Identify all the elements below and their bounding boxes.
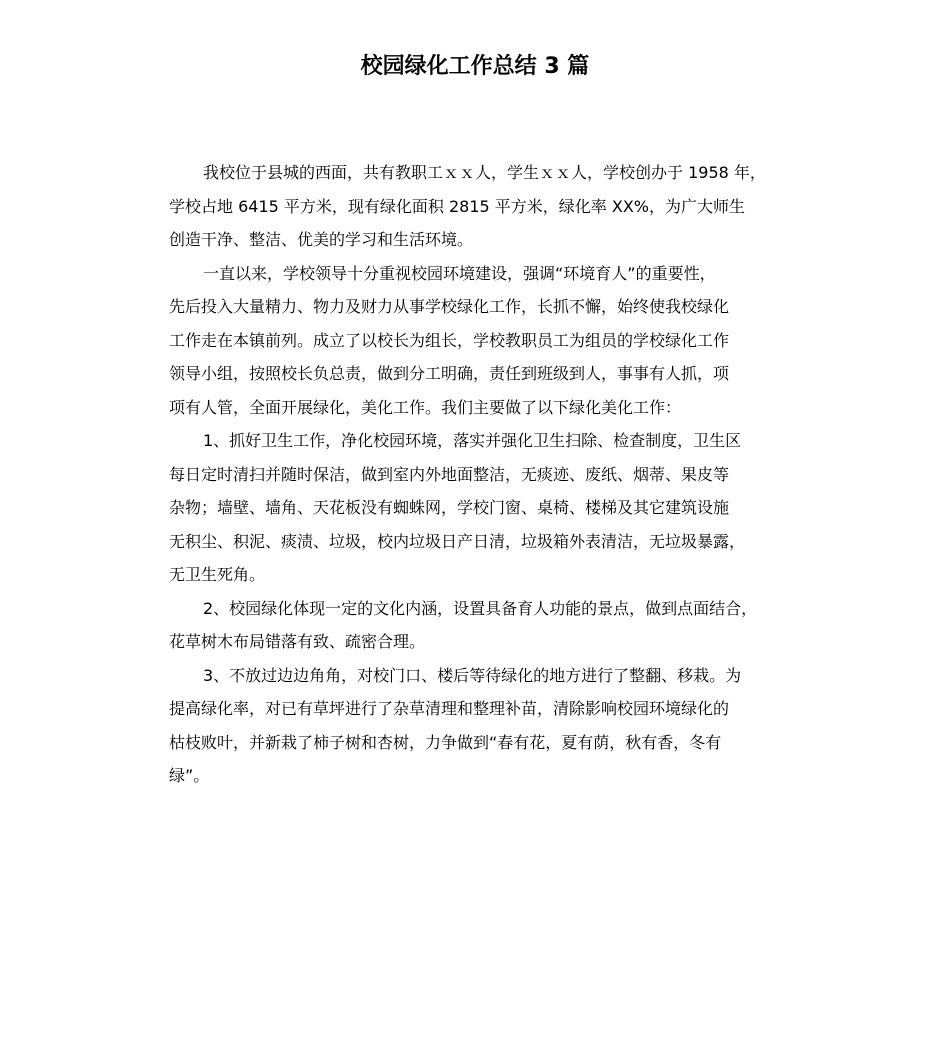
body-text-line: 1、抓好卫生工作，净化校园环境，落实并强化卫生扫除、检查制度，卫生区 (203, 431, 742, 450)
document-title: 校园绿化工作总结 3 篇 (360, 54, 590, 79)
body-text-line: 无卫生死角。 (169, 565, 266, 584)
body-text-line: 创造干净、整洁、优美的学习和生活环境。 (169, 230, 474, 249)
body-text-line: 每日定时清扫并随时保洁，做到室内外地面整洁，无痰迹、废纸、烟蒂、果皮等 (169, 464, 730, 484)
body-text-line: 花草树木布局错落有致、疏密合理。 (169, 632, 426, 651)
body-text-line: 工作走在本镇前列。成立了以校长为组长，学校教职员工为组员的学校绿化工作 (169, 330, 730, 350)
body-text-line: 领导小组，按照校长负总责，做到分工明确，责任到班级到人，事事有人抓，项 (169, 364, 730, 383)
body-text-line: 绿”。 (169, 766, 210, 785)
body-text-line: 3、不放过边边角角，对校门口、楼后等待绿化的地方进行了整翻、移栽。为 (203, 665, 742, 685)
body-text-line: 学校占地 6415 平方米，现有绿化面积 2815 平方米，绿化率 XX%，为广大师生 (169, 196, 745, 216)
body-text-line: 提高绿化率，对已有草坪进行了杂草清理和整理补苗，清除影响校园环境绿化的 (169, 699, 730, 718)
body-text-line: 杂物；墙壁、墙角、天花板没有蜘蛛网，学校门窗、桌椅、楼梯及其它建筑设施 (169, 498, 730, 517)
body-text-line: 项有人管，全面开展绿化，美化工作。我们主要做了以下绿化美化工作： (169, 397, 682, 417)
body-text-line: 先后投入大量精力、物力及财力从事学校绿化工作，长抓不懈，始终使我校绿化 (169, 297, 730, 316)
body-text-line: 一直以来，学校领导十分重视校园环境建设，强调“环境育人”的重要性， (203, 263, 716, 283)
body-text-line: 我校位于县城的西面，共有教职工ｘｘ人，学生ｘｘ人，学校创办于 1958 年， (203, 163, 766, 182)
body-text-line: 无积尘、积泥、痰渍、垃圾，校内垃圾日产日清，垃圾箱外表清洁，无垃圾暴露， (169, 531, 746, 551)
body-text-line: 枯枝败叶，并新栽了柿子树和杏树，力争做到“春有花，夏有荫，秋有香，冬有 (169, 732, 722, 752)
body-text-line: 2、校园绿化体现一定的文化内涵，设置具备育人功能的景点，做到点面结合， (203, 598, 758, 618)
